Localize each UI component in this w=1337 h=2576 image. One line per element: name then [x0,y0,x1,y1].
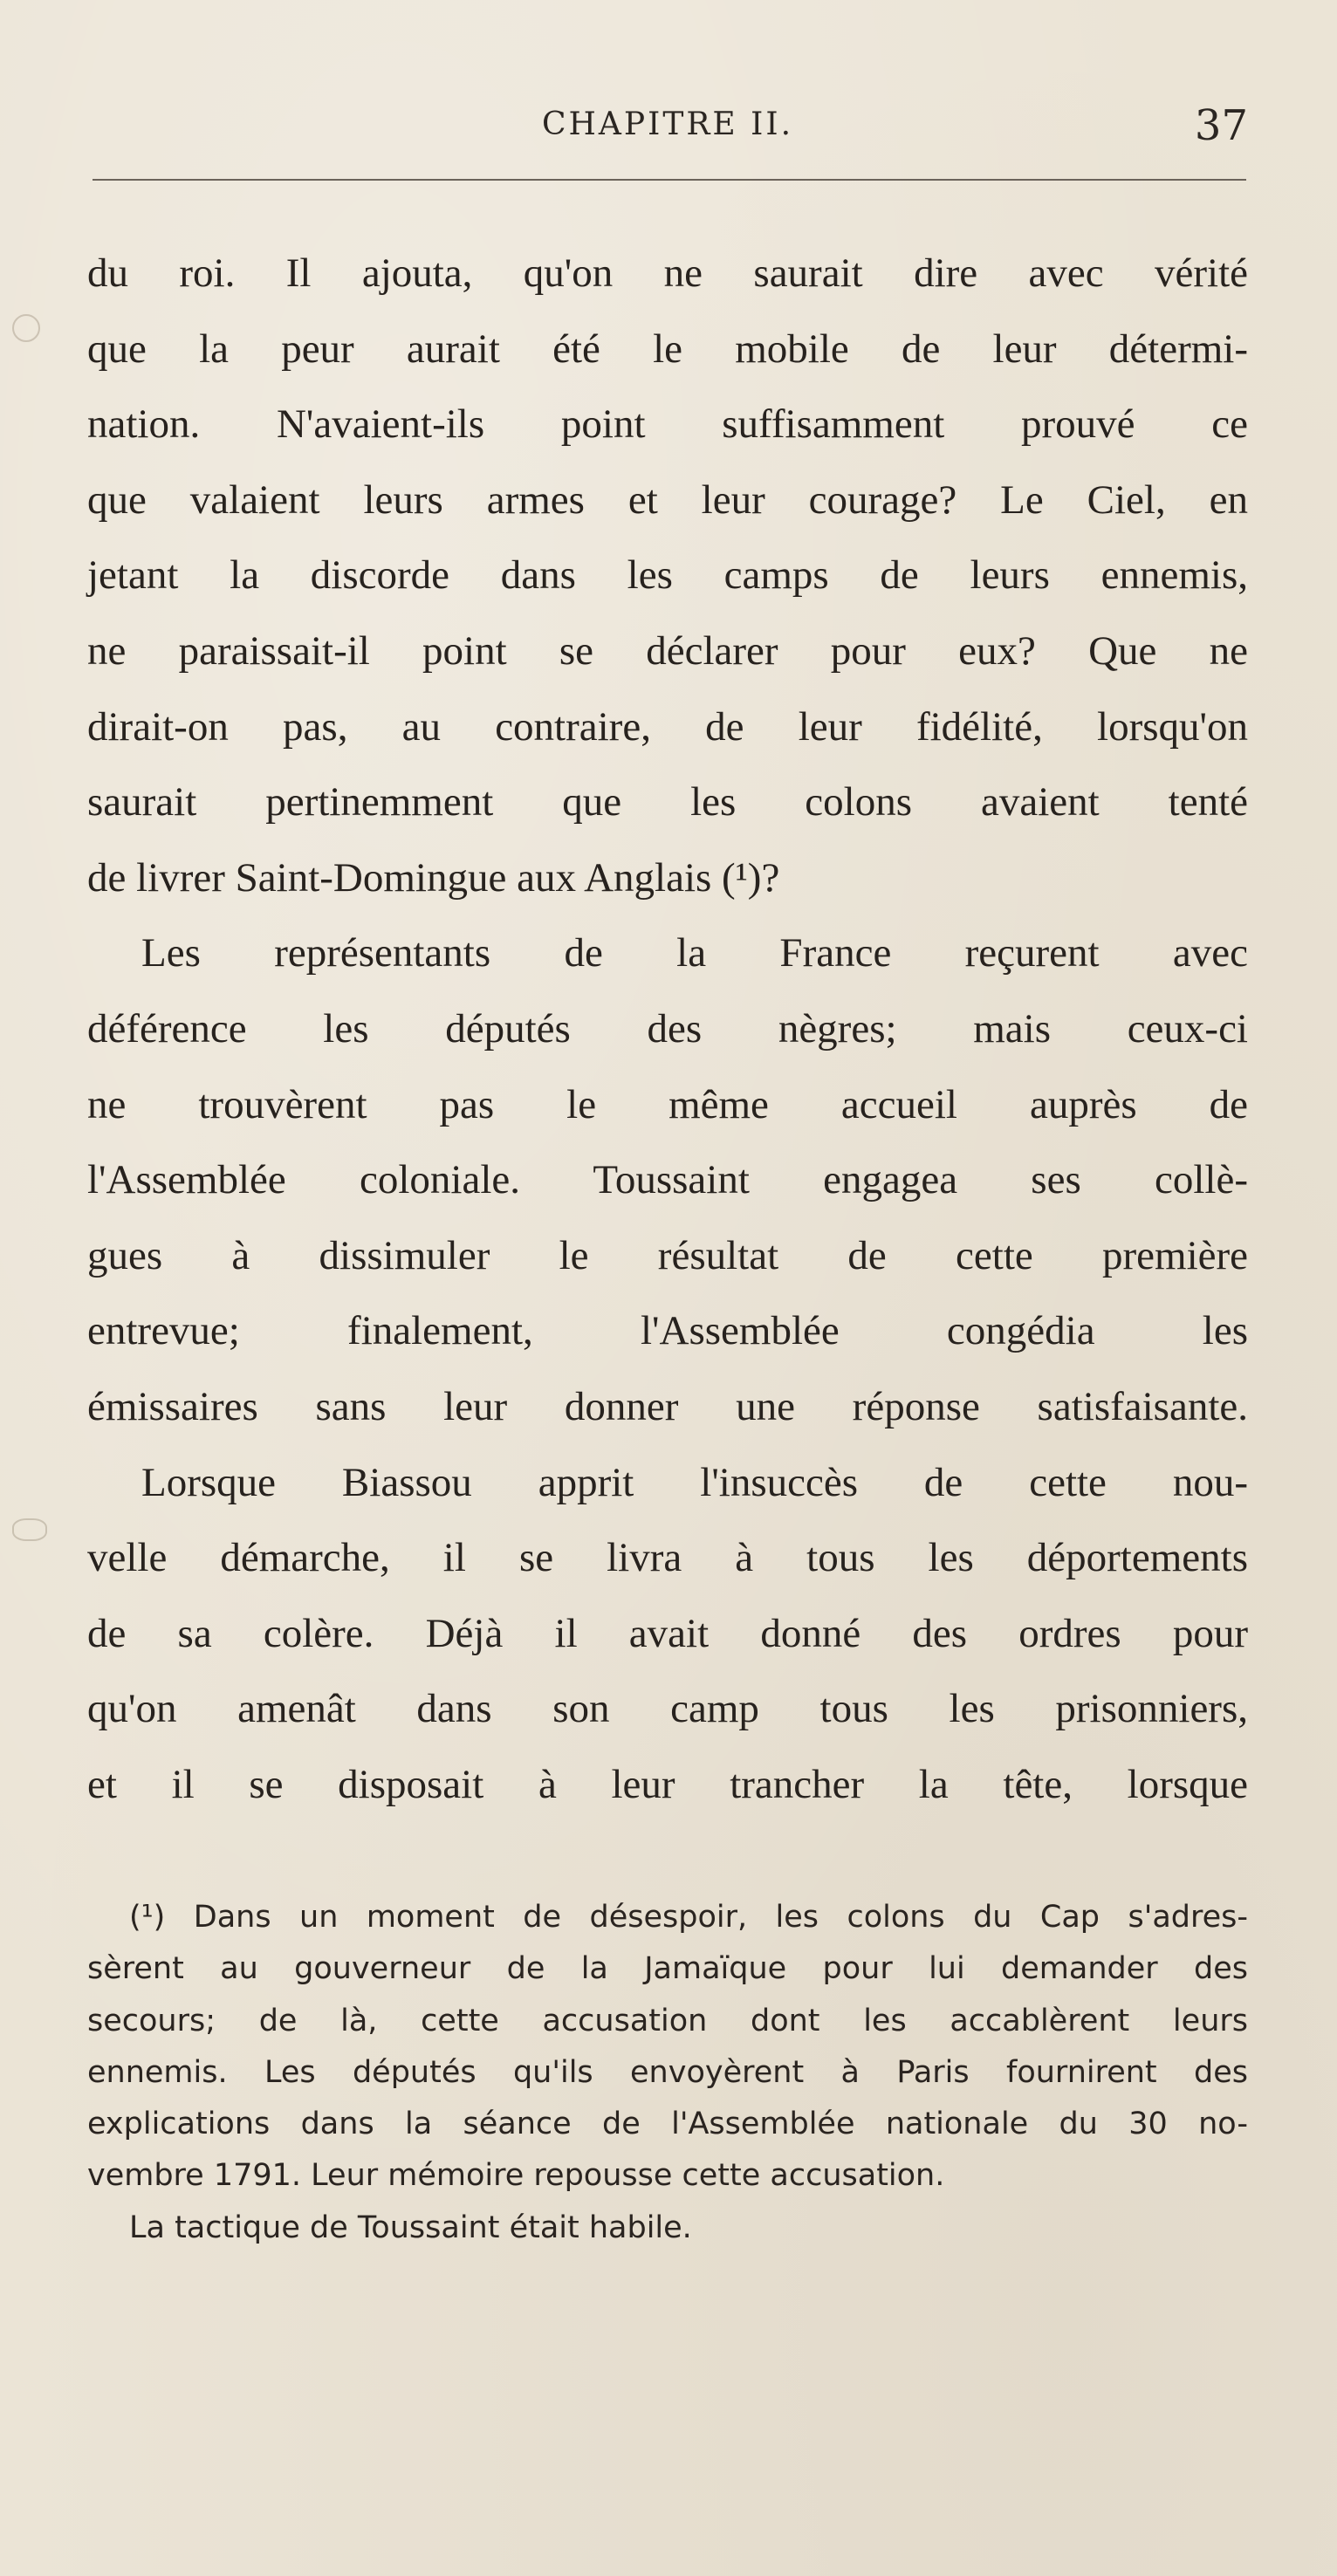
text-line: de livrer Saint-Domingue aux Anglais (¹)? [87,854,780,901]
margin-stain [12,1518,47,1541]
footnote-line: secours; de là, cette accusation dont les accablèrent leurs [87,2003,1248,2038]
footnote-line: La tactique de Toussaint était habile. [129,2209,692,2245]
text-line: ne trouvèrent pas le même accueil auprès de [87,1081,1248,1127]
text-line: que la peur aurait été le mobile de leur détermi- [87,325,1248,372]
body-text [87,236,1248,1822]
text-line: et il se disposait à leur trancher la tête, lorsque [87,1761,1248,1807]
text-line: nation. N'avaient-ils point suffisamment prouvé ce [87,401,1248,448]
text-line: de sa colère. Déjà il avait donné des ordres pour [87,1610,1248,1656]
footnote-line: explications dans la séance de l'Assemblée nationale du 30 no- [87,2107,1248,2142]
footnote-line: ennemis. Les députés qu'ils envoyèrent à Paris fournirent des [87,2054,1248,2090]
text-line: gues à dissimuler le résultat de cette première [87,1232,1248,1278]
footnote-line: sèrent au gouverneur de la Jamaïque pour lui demander des [87,1951,1248,1987]
text-line: Les représentants de la France reçurent avec [141,930,1248,976]
page-number: 37 [1194,101,1248,150]
text-line: velle démarche, il se livra à tous les déportements [87,1535,1248,1581]
margin-stain [12,314,40,342]
text-line: jetant la discorde dans les camps de leurs ennemis, [87,552,1248,599]
text-line: saurait pertinemment que les colons avaient tenté [87,779,1248,826]
text-line: l'Assemblée coloniale. Toussaint engagea ses collè- [87,1157,1248,1203]
text-line: du roi. Il ajouta, qu'on ne saurait dire avec vérité [87,250,1248,296]
text-line: dirait-on pas, au contraire, de leur fidélité, lorsqu'on [87,703,1248,750]
text-line: ne paraissait-il point se déclarer pour eux? Que ne [87,627,1248,674]
text-line: qu'on amenât dans son camp tous les prisonniers, [87,1686,1248,1732]
footnote-line: vembre 1791. Leur mémoire repousse cette accusation. [87,2158,945,2194]
text-line: Lorsque Biassou apprit l'insuccès de cette nou- [141,1459,1248,1505]
page-header [87,98,1248,159]
footnotes [87,1892,1248,2254]
text-line: émissaires sans leur donner une réponse satisfaisante. [87,1383,1248,1429]
footnote-line: (¹) Dans un moment de désespoir, les colons du Cap s'adres- [129,1900,1248,1935]
text-line: déférence les députés des nègres; mais ceux-ci [87,1005,1248,1052]
text-line: entrevue; finalement, l'Assemblée congédia les [87,1308,1248,1354]
text-line: que valaient leurs armes et leur courage? Le Ciel, en [87,476,1248,523]
running-title: CHAPITRE II. [541,106,794,142]
header-rule [93,179,1246,181]
